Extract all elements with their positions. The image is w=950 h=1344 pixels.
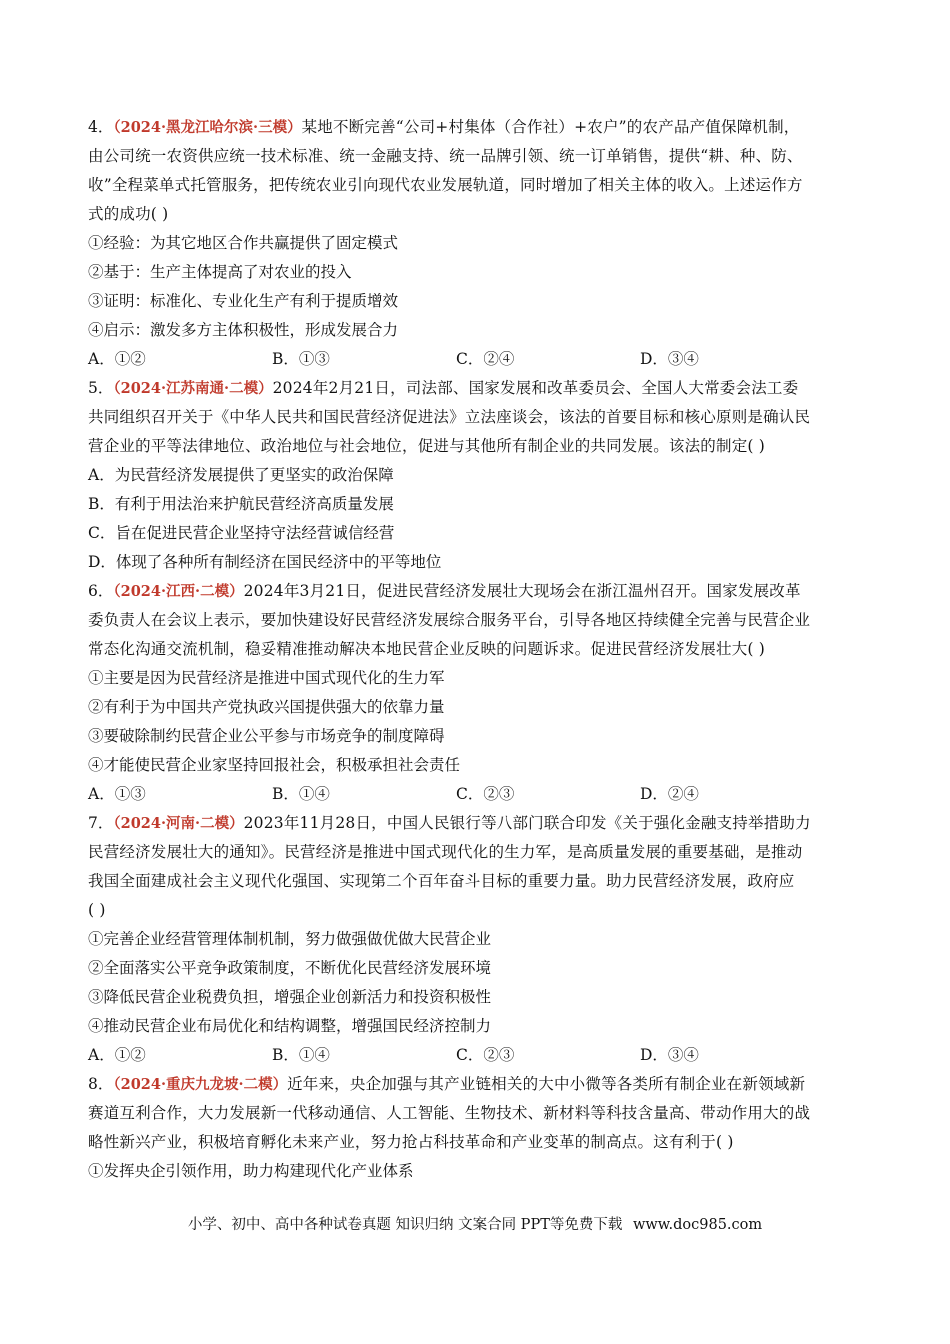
question-item: ①发挥央企引领作用，助力构建现代化产业体系: [88, 1162, 414, 1180]
question-stem-line: [88, 200, 868, 229]
question-stem-line: [88, 403, 868, 432]
answer-option[interactable]: C．②④: [456, 350, 515, 368]
question-item: ④启示：激发多方主体积极性，形成发展合力: [88, 321, 399, 339]
question-stem-text: 共同组织召开关于《中华人民共和国民营经济促进法》立法座谈会，该法的首要目标和核心原则是确认民: [88, 408, 811, 426]
question-stem-text: 某地不断完善“公司+村集体（合作社）+农户”的农产品产值保障机制，: [301, 118, 800, 136]
question-item: ④推动民营企业布局优化和结构调整，增强国民经济控制力: [88, 1017, 492, 1035]
question-stem-line: [88, 838, 868, 867]
question-item: A．为民营经济发展提供了更坚实的政治保障: [88, 466, 394, 484]
answer-options: [88, 780, 868, 809]
question-stem-text: 2024年2月21日，司法部、国家发展和改革委员会、全国人大常委会法工委: [272, 379, 799, 397]
question-item: ②全面落实公平竞争政策制度，不断优化民营经济发展环境: [88, 959, 492, 977]
question-number: 7．: [88, 814, 114, 832]
answer-option[interactable]: C．②③: [456, 785, 515, 803]
question-stem-line: [88, 171, 868, 200]
question-stem-text: 民营经济发展壮大的通知》。民营经济是推进中国式现代化的生力军，是高质量发展的重要基础，是推动: [88, 843, 803, 861]
question-stem-text: 收”全程菜单式托管服务，把传统农业引向现代农业发展轨道，同时增加了相关主体的收入。上述运作方: [88, 176, 803, 194]
question-item: C．旨在促进民营企业坚持守法经营诚信经营: [88, 524, 395, 542]
question-stem-line: [88, 432, 868, 461]
question-number: 6．: [88, 582, 114, 600]
document-page: [88, 113, 868, 1186]
question-stem-first-line: [88, 577, 868, 606]
answer-option[interactable]: C．②③: [456, 1046, 515, 1064]
question-item: ③降低民营企业税费负担，增强企业创新活力和投资积极性: [88, 988, 492, 1006]
question-stem-line: [88, 867, 868, 896]
answer-option[interactable]: B．①③: [272, 350, 330, 368]
question-stem-text: ( ): [88, 901, 106, 919]
question-item: ④才能使民营企业家坚持回报社会，积极承担社会责任: [88, 756, 461, 774]
question-stem-line: [88, 606, 868, 635]
question-block: [88, 577, 868, 809]
footer-link[interactable]: www.doc985.com: [632, 1217, 763, 1233]
question-stem-text: 常态化沟通交流机制，稳妥精准推动解决本地民营企业反映的问题诉求。促进民营经济发展壮大( ): [88, 640, 766, 658]
question-stem-text: 2023年11月28日，中国人民银行等八部门联合印发《关于强化金融支持举措助力: [243, 814, 811, 832]
question-stem-first-line: [88, 113, 868, 142]
question-number: 4．: [88, 118, 114, 136]
question-stem-text: 营企业的平等法律地位、政治地位与社会地位，促进与其他所有制企业的共同发展。该法的制定( ): [88, 437, 766, 455]
question-stem-text: 2024年3月21日，促进民营经济发展壮大现场会在浙江温州召开。国家发展改革: [243, 582, 801, 600]
question-item: ②基于：生产主体提高了对农业的投入: [88, 263, 352, 281]
question-item: ①完善企业经营管理体制机制，努力做强做优做大民营企业: [88, 930, 492, 948]
question-stem-line: [88, 1128, 868, 1157]
question-stem-first-line: [88, 1070, 868, 1099]
question-stem-line: [88, 1099, 868, 1128]
question-block: [88, 113, 868, 374]
question-source: （2024·河南·二模）: [113, 815, 244, 832]
question-block: [88, 1070, 868, 1186]
question-stem-text: 我国全面建成社会主义现代化强国、实现第二个百年奋斗目标的重要力量。助力民营经济发展，政府应: [88, 872, 795, 890]
page-footer: [0, 1213, 950, 1234]
question-item: B．有利于用法治来护航民营经济高质量发展: [88, 495, 394, 513]
footer-text: 小学、初中、高中各种试卷真题 知识归纳 文案合同 PPT等免费下载: [187, 1217, 623, 1233]
answer-option[interactable]: D．③④: [640, 1046, 699, 1064]
question-source: （2024·黑龙江哈尔滨·三模）: [113, 119, 302, 136]
question-source: （2024·江苏南通·二模）: [113, 380, 273, 397]
answer-option[interactable]: A．①②: [88, 1046, 146, 1064]
question-block: [88, 374, 868, 577]
question-stem-first-line: [88, 809, 868, 838]
question-stem-line: [88, 896, 868, 925]
question-item: ①经验：为其它地区合作共赢提供了固定模式: [88, 234, 399, 252]
question-item: ①主要是因为民营经济是推进中国式现代化的生力军: [88, 669, 445, 687]
question-block: [88, 809, 868, 1070]
answer-option[interactable]: A．①②: [88, 350, 146, 368]
answer-options: [88, 1041, 868, 1070]
question-source: （2024·江西·二模）: [113, 583, 244, 600]
question-item: D．体现了各种所有制经济在国民经济中的平等地位: [88, 553, 442, 571]
question-source: （2024·重庆九龙坡·二模）: [113, 1076, 288, 1093]
question-item: ③证明：标准化、专业化生产有利于提质增效: [88, 292, 399, 310]
question-stem-text: 赛道互利合作，大力发展新一代移动通信、人工智能、生物技术、新材料等科技含量高、带动作用大的战: [88, 1104, 811, 1122]
answer-option[interactable]: A．①③: [88, 785, 146, 803]
question-stem-text: 近年来，央企加强与其产业链相关的大中小微等各类所有制企业在新领域新: [287, 1075, 806, 1093]
answer-option[interactable]: B．①④: [272, 785, 330, 803]
question-stem-text: 式的成功( ): [88, 205, 169, 223]
question-stem-line: [88, 635, 868, 664]
answer-option[interactable]: D．②④: [640, 785, 699, 803]
answer-option[interactable]: B．①④: [272, 1046, 330, 1064]
question-stem-line: [88, 142, 868, 171]
question-number: 8．: [88, 1075, 114, 1093]
question-number: 5．: [88, 379, 114, 397]
question-item: ②有利于为中国共产党执政兴国提供强大的依靠力量: [88, 698, 445, 716]
question-stem-text: 委负责人在会议上表示，要加快建设好民营经济发展综合服务平台，引导各地区持续健全完善与民营企业: [88, 611, 811, 629]
answer-option[interactable]: D．③④: [640, 350, 699, 368]
question-stem-first-line: [88, 374, 868, 403]
question-stem-text: 由公司统一农资供应统一技术标准、统一金融支持、统一品牌引领、统一订单销售，提供“耕、种、防、: [88, 147, 803, 165]
question-item: ③要破除制约民营企业公平参与市场竞争的制度障碍: [88, 727, 445, 745]
question-stem-text: 略性新兴产业，积极培育孵化未来产业，努力抢占科技革命和产业变革的制高点。这有利于( ): [88, 1133, 734, 1151]
answer-options: [88, 345, 868, 374]
